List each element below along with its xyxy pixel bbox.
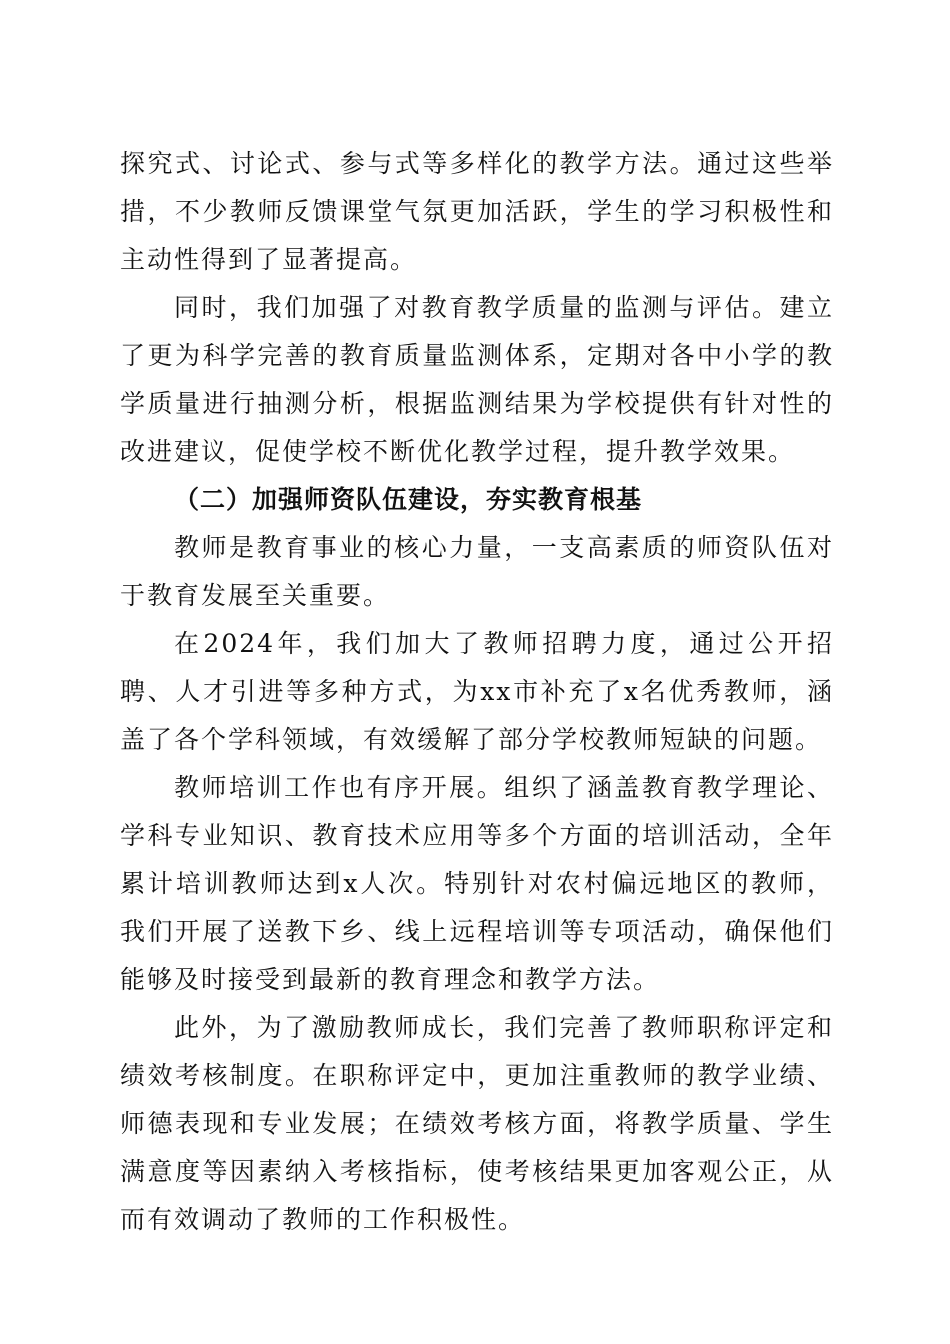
- paragraph-quality-monitoring: 同时，我们加强了对教育教学质量的监测与评估。建立了更为科学完善的教育质量监测体系，定期对各中小学的教学质量进行抽测分析，根据监测结果为学校提供有针对性的改进建议，促使学校不断优化教学过程，提升教学效果。: [120, 293, 834, 466]
- paragraph-teacher-recruitment: 在2024年，我们加大了教师招聘力度，通过公开招聘、人才引进等多种方式，为xx市补充了x名优秀教师，涵盖了各个学科领域，有效缓解了部分学校教师短缺的问题。: [120, 629, 834, 754]
- section-heading-teacher-team: （二）加强师资队伍建设，夯实教育根基: [174, 485, 643, 514]
- paragraph-teaching-methods: 探究式、讨论式、参与式等多样化的教学方法。通过这些举措，不少教师反馈课堂气氛更加活跃，学生的学习积极性和主动性得到了显著提高。: [120, 149, 834, 274]
- paragraph-teacher-training: 教师培训工作也有序开展。组织了涵盖教育教学理论、学科专业知识、教育技术应用等多个方面的培训活动，全年累计培训教师达到x人次。特别针对农村偏远地区的教师，我们开展了送教下乡、线上远程培训等专项活动，确保他们能够及时接受到最新的教育理念和教学方法。: [120, 773, 834, 994]
- paragraph-teacher-evaluation: 此外，为了激励教师成长，我们完善了教师职称评定和绩效考核制度。在职称评定中，更加注重教师的教学业绩、师德表现和专业发展；在绩效考核方面，将教学质量、学生满意度等因素纳入考核指标，使考核结果更加客观公正，从而有效调动了教师的工作积极性。: [120, 1013, 834, 1234]
- paragraph-teacher-core: 教师是教育事业的核心力量，一支高素质的师资队伍对于教育发展至关重要。: [120, 533, 834, 610]
- document-body: [120, 140, 834, 1244]
